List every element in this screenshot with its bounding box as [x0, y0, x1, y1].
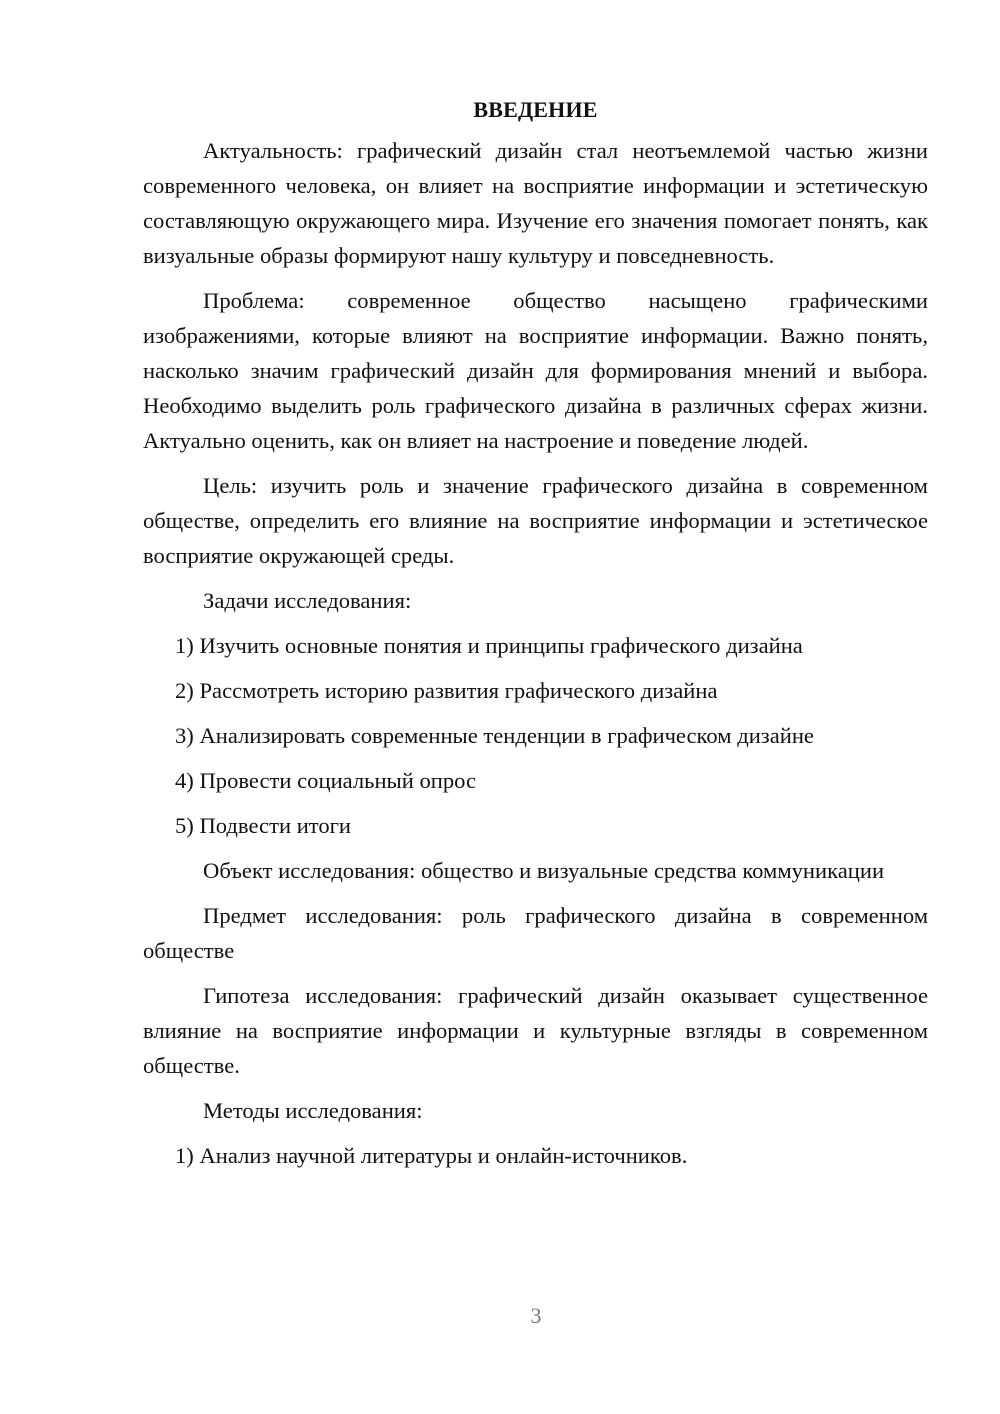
- methods-list: [143, 1138, 928, 1173]
- relevance-paragraph: Актуальность: графический дизайн стал неотъемлемой частью жизни современного человека, он влияет на восприятие информации и эстетическую составляющую окружающего мира. Изучение его значения помогает понять, как визуальные образы формируют нашу культуру и повседневность.: [143, 138, 928, 268]
- list-item: 1) Изучить основные понятия и принципы графического дизайна: [175, 633, 803, 658]
- goal-paragraph: Цель: изучить роль и значение графического дизайна в современном обществе, определить его влияние на восприятие информации и эстетическое восприятие окружающей среды.: [143, 473, 928, 568]
- methods-heading: Методы исследования:: [203, 1098, 423, 1123]
- page-number: 3: [530, 1303, 542, 1328]
- list-item: 4) Провести социальный опрос: [175, 768, 477, 793]
- hypothesis-paragraph: Гипотеза исследования: графический дизайн оказывает существенное влияние на восприятие информации и культурные взгляды в современном обществе.: [143, 983, 928, 1078]
- list-item: 3) Анализировать современные тенденции в графическом дизайне: [175, 723, 814, 748]
- problem-paragraph: Проблема: современное общество насыщено графическими изображениями, которые влияют на восприятие информации. Важно понять, насколько значим графический дизайн для формирования мнений и выбора. Необходимо выделить роль графического дизайна в различных сферах жизни. Актуально оценить, как он влияет на настроение и поведение людей.: [143, 288, 928, 453]
- list-item: 5) Подвести итоги: [175, 813, 352, 838]
- tasks-heading: Задачи исследования:: [203, 588, 412, 613]
- page-title: ВВЕДЕНИЕ: [473, 97, 598, 122]
- object-paragraph: Объект исследования: общество и визуальные средства коммуникации: [203, 858, 885, 883]
- list-item: 1) Анализ научной литературы и онлайн-источников.: [175, 1143, 688, 1168]
- subject-paragraph: Предмет исследования: роль графического дизайна в современном обществе: [143, 903, 928, 963]
- tasks-list: [143, 628, 928, 843]
- list-item: 2) Рассмотреть историю развития графического дизайна: [175, 678, 718, 703]
- document-page: [143, 92, 928, 1183]
